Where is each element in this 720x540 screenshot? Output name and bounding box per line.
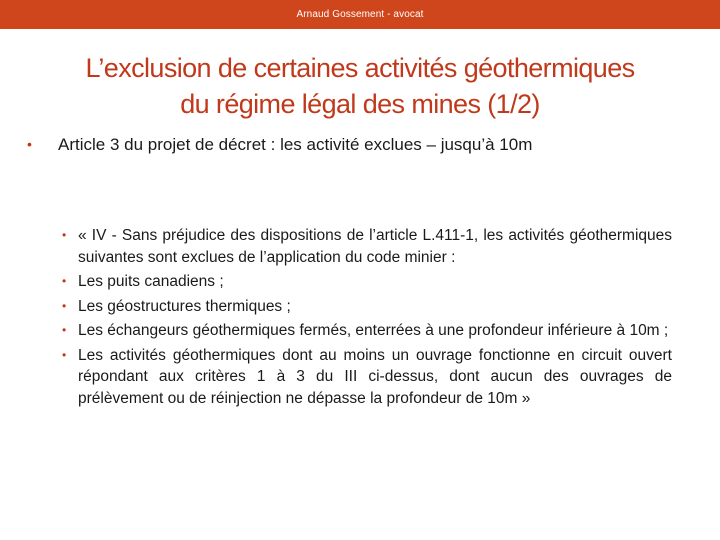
sub-bullet-list <box>62 225 672 412</box>
slide-title-line-2: du régime légal des mines (1/2) <box>180 89 540 119</box>
bullet-icon: • <box>62 274 67 288</box>
bullet-icon: • <box>62 298 67 313</box>
list-item-text: Les géostructures thermiques ; <box>78 297 291 315</box>
list-item <box>62 345 672 410</box>
list-item <box>62 296 672 318</box>
bullet-icon: • <box>62 347 67 362</box>
bullet-icon: • <box>27 136 32 152</box>
header-bar <box>0 0 720 29</box>
main-bullet-text: Article 3 du projet de décret : les activité exclues – jusqu’à 10m <box>58 135 533 154</box>
header-author: Arnaud Gossement - avocat <box>296 9 424 20</box>
slide-title <box>20 50 700 122</box>
list-item-text: « IV - Sans préjudice des dispositions de l’article L.411-1, les activités géothermiques suivantes sont exclues de l’application du code minier : <box>78 227 672 266</box>
list-item <box>62 271 672 293</box>
list-item-text: Les activités géothermiques dont au moins un ouvrage fonctionne en circuit ouvert répondant aux critères 1 à 3 du III ci-dessus, dont aucun des ouvrages de prélèvement ou de réinjection ne dépasse la profondeur de 10m » <box>78 346 672 407</box>
list-item <box>62 320 672 342</box>
main-bullet <box>27 131 672 158</box>
list-item-text: Les échangeurs géothermiques fermés, enterrées à une profondeur inférieure à 10m ; <box>78 322 669 339</box>
bullet-icon: • <box>62 228 67 242</box>
list-item <box>62 225 672 268</box>
list-item-text: Les puits canadiens ; <box>78 273 224 290</box>
bullet-icon: • <box>62 323 67 337</box>
slide-title-line-1: L’exclusion de certaines activités géothermiques <box>85 53 635 83</box>
